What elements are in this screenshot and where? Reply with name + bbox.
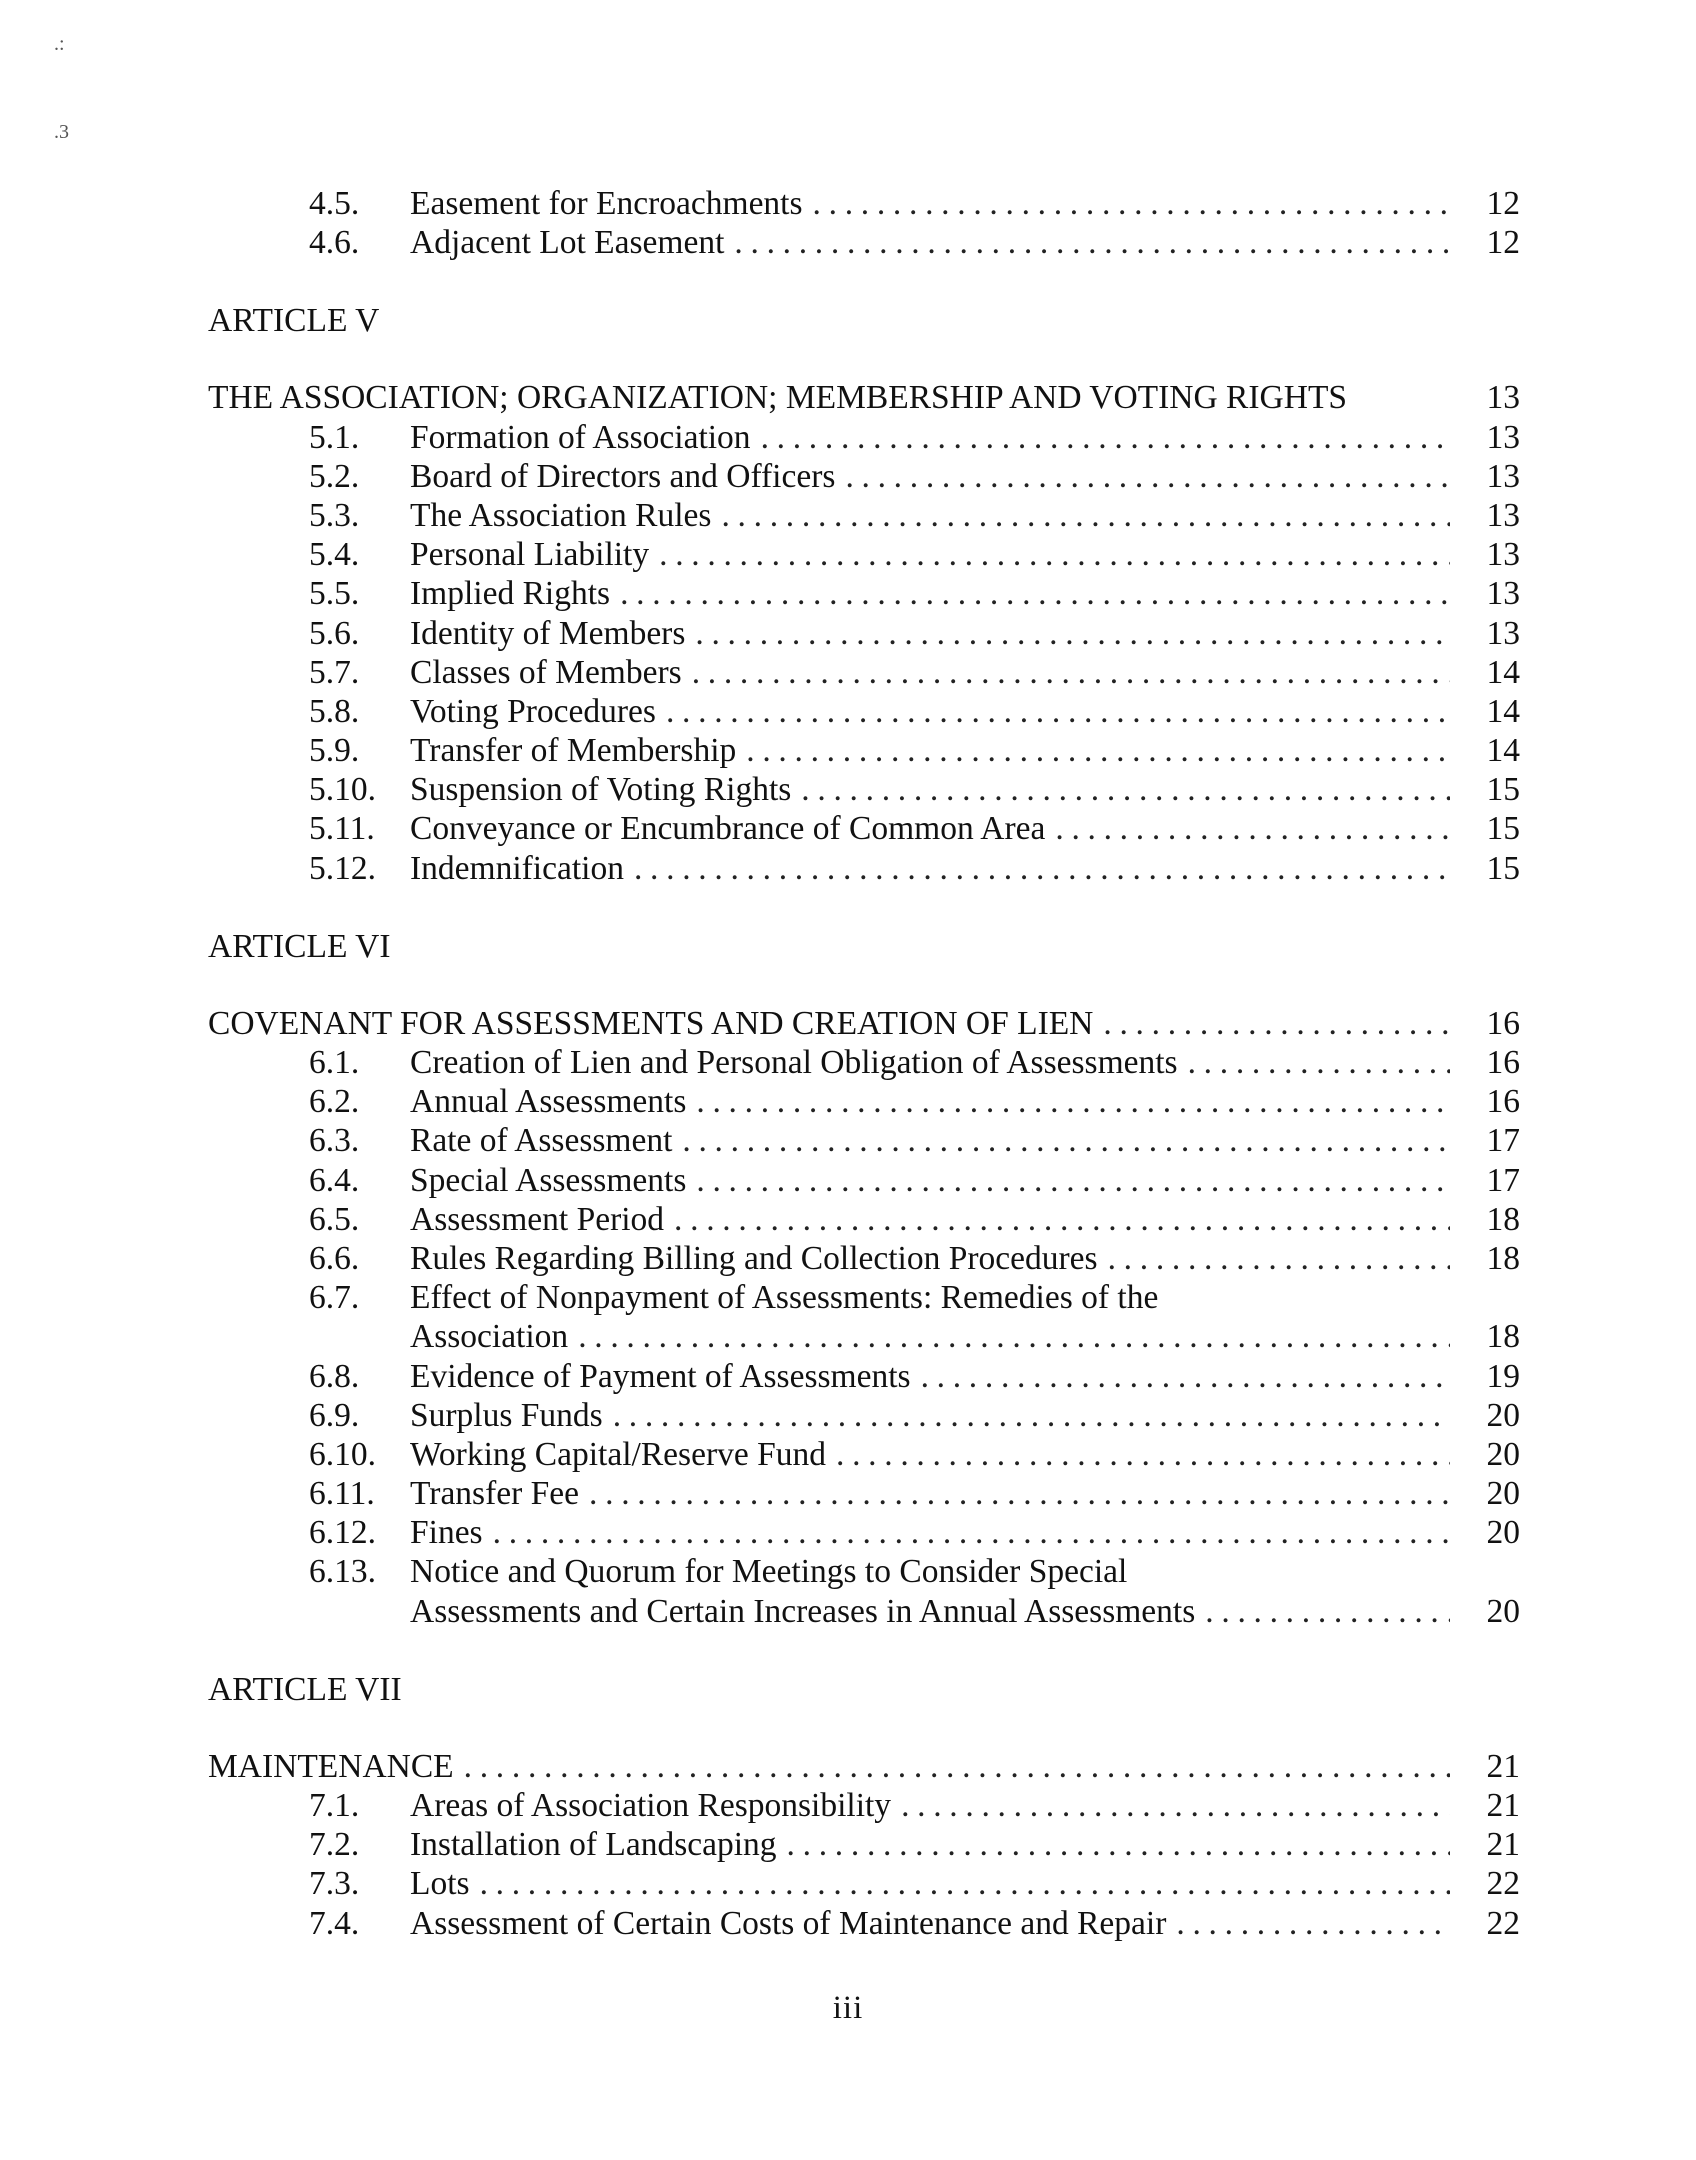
dot-leader (746, 731, 1450, 770)
toc-entry (208, 574, 1520, 613)
page-number: 17 (1486, 1161, 1520, 1199)
section-number: 5.11. (309, 810, 375, 848)
dot-leader (901, 1786, 1450, 1825)
toc-article-title (208, 1004, 1520, 1043)
section-title: Suspension of Voting Rights (410, 771, 792, 809)
page-number: 13 (1486, 379, 1520, 417)
dot-leader (695, 614, 1450, 653)
dot-leader (464, 1747, 1450, 1786)
toc-entry (208, 1474, 1520, 1513)
toc-entry (208, 1082, 1520, 1121)
section-number: 7.3. (309, 1865, 360, 1903)
section-number: 5.7. (309, 653, 360, 691)
dot-leader (787, 1825, 1450, 1864)
article-title: THE ASSOCIATION; ORGANIZATION; MEMBERSHIP AND VOTING RIGHTS (208, 379, 1348, 417)
dot-leader (578, 1317, 1450, 1356)
section-number: 6.8. (309, 1357, 360, 1395)
toc-entry (208, 1552, 1520, 1591)
toc-entry (208, 1121, 1520, 1160)
section-title-line: Effect of Nonpayment of Assessments: Remedies of the (410, 1279, 1159, 1317)
margin-marks (44, 22, 84, 152)
section-title: Voting Procedures (410, 692, 656, 730)
page-number: 13 (1486, 418, 1520, 456)
page-number: 13 (1486, 536, 1520, 574)
toc-entry (208, 418, 1520, 457)
section-number: 7.1. (309, 1787, 360, 1824)
margin-mark: .: (54, 33, 65, 55)
toc-entry (208, 1864, 1520, 1903)
section-number: 5.1. (309, 418, 360, 456)
section-number: 5.12. (309, 849, 376, 887)
page-number: 22 (1486, 1904, 1520, 1942)
article-title: MAINTENANCE (208, 1747, 454, 1785)
page-number: 18 (1486, 1239, 1520, 1277)
dot-leader (1188, 1043, 1450, 1082)
toc-entry (208, 731, 1520, 770)
section-number: 6.12. (309, 1514, 376, 1552)
dot-leader (1176, 1904, 1450, 1943)
dot-leader (634, 849, 1450, 888)
article-heading: ARTICLE V (208, 302, 380, 340)
page-number: 14 (1486, 653, 1520, 691)
section-number: 5.3. (309, 496, 360, 534)
section-number: 6.9. (309, 1396, 360, 1434)
page-number: 20 (1486, 1435, 1520, 1473)
section-title: Personal Liability (410, 536, 650, 574)
dot-leader (761, 418, 1450, 457)
page-number: 21 (1486, 1787, 1520, 1824)
page-number: 22 (1486, 1865, 1520, 1903)
dot-leader (589, 1474, 1450, 1513)
section-number: 6.7. (309, 1279, 360, 1317)
toc-entry-continuation (208, 1592, 1520, 1631)
section-title: Working Capital/Reserve Fund (410, 1435, 826, 1473)
section-number: 6.4. (309, 1161, 360, 1199)
section-number: 5.4. (309, 536, 360, 574)
page-number: 16 (1486, 1083, 1520, 1121)
dot-leader (682, 1121, 1450, 1160)
section-number: 5.10. (309, 771, 376, 809)
toc-entry (208, 1825, 1520, 1864)
section-number: 5.5. (309, 575, 360, 613)
dot-leader (692, 653, 1450, 692)
section-number: 6.2. (309, 1083, 360, 1121)
section-title: Rules Regarding Billing and Collection Procedures (410, 1239, 1098, 1277)
section-number: 6.1. (309, 1044, 360, 1081)
page-number: 17 (1486, 1122, 1520, 1160)
section-title: Areas of Association Responsibility (410, 1787, 892, 1824)
section-title: Conveyance or Encumbrance of Common Area (410, 810, 1046, 848)
toc-entry (208, 1239, 1520, 1278)
article-heading: ARTICLE VI (208, 927, 391, 965)
section-title: Adjacent Lot Easement (410, 224, 725, 262)
page-number: 20 (1486, 1514, 1520, 1552)
toc-entry (208, 496, 1520, 535)
section-number: 6.11. (309, 1475, 375, 1513)
toc-entry (208, 1513, 1520, 1552)
toc-entry (208, 184, 1520, 223)
section-number: 4.5. (309, 185, 360, 222)
toc-entry (208, 535, 1520, 574)
dot-leader (845, 457, 1450, 496)
toc-entry (208, 614, 1520, 653)
table-of-contents (208, 184, 1520, 1943)
dot-leader (659, 535, 1450, 574)
section-title: Implied Rights (410, 575, 611, 613)
toc-entry (208, 809, 1520, 848)
section-title-line: Notice and Quorum for Meetings to Consider Special (410, 1553, 1128, 1591)
toc-entry-continuation (208, 1317, 1520, 1356)
dot-leader (480, 1864, 1450, 1903)
section-title: Board of Directors and Officers (410, 457, 836, 495)
section-title: Classes of Members (410, 653, 682, 691)
section-number: 6.6. (309, 1239, 360, 1277)
section-number: 5.8. (309, 692, 360, 730)
dot-leader (813, 184, 1450, 223)
page-number: 13 (1486, 457, 1520, 495)
toc-entry (208, 1161, 1520, 1200)
page-number: 13 (1486, 575, 1520, 613)
dot-leader (836, 1435, 1450, 1474)
dot-leader (1055, 809, 1450, 848)
dot-leader (921, 1357, 1450, 1396)
toc-entry (208, 1357, 1520, 1396)
section-number: 7.2. (309, 1826, 360, 1864)
toc-entry (208, 849, 1520, 888)
section-title: Annual Assessments (410, 1083, 687, 1121)
page-number: 12 (1486, 224, 1520, 262)
dot-leader (674, 1200, 1450, 1239)
page-number: 15 (1486, 771, 1520, 809)
page-number: 13 (1486, 614, 1520, 652)
section-title: Creation of Lien and Personal Obligation of Assessments (410, 1044, 1178, 1081)
section-number: 4.6. (309, 224, 360, 262)
section-title: Surplus Funds (410, 1396, 603, 1434)
section-title: Association (410, 1318, 569, 1356)
section-title: Assessment of Certain Costs of Maintenance and Repair (410, 1904, 1167, 1942)
page-number: 12 (1486, 185, 1520, 222)
page-number: 20 (1486, 1396, 1520, 1434)
dot-leader (721, 496, 1450, 535)
section-number: 6.13. (309, 1553, 376, 1591)
toc-article-title (208, 378, 1520, 417)
page-number: 14 (1486, 732, 1520, 770)
toc-entry (208, 1904, 1520, 1943)
toc-entry (208, 1043, 1520, 1082)
toc-entry (208, 770, 1520, 809)
section-title: Transfer Fee (410, 1475, 580, 1513)
section-number: 6.5. (309, 1200, 360, 1238)
toc-entry (208, 692, 1520, 731)
toc-entry (208, 1435, 1520, 1474)
page-number: 16 (1486, 1004, 1520, 1042)
dot-leader (696, 1161, 1450, 1200)
toc-entry (208, 653, 1520, 692)
page-number: 14 (1486, 692, 1520, 730)
dot-leader (1108, 1239, 1450, 1278)
section-title: Special Assessments (410, 1161, 687, 1199)
section-title: Rate of Assessment (410, 1122, 673, 1160)
dot-leader (696, 1082, 1450, 1121)
toc-entry (208, 457, 1520, 496)
toc-article-title (208, 1747, 1520, 1786)
section-title: The Association Rules (410, 496, 712, 534)
page-number: 16 (1486, 1044, 1520, 1081)
section-number: 5.2. (309, 457, 360, 495)
page-number: 21 (1486, 1747, 1520, 1785)
dot-leader (620, 574, 1450, 613)
dot-leader (1205, 1592, 1450, 1631)
page-number: 18 (1486, 1318, 1520, 1356)
dot-leader (666, 692, 1450, 731)
dot-leader (801, 770, 1450, 809)
dot-leader (1103, 1004, 1450, 1043)
section-title: Formation of Association (410, 418, 751, 456)
section-number: 7.4. (309, 1904, 360, 1942)
page-footer-number: iii (832, 1990, 864, 2026)
dot-leader (734, 223, 1450, 262)
section-number: 5.6. (309, 614, 360, 652)
toc-entry (208, 1278, 1520, 1317)
section-title: Assessment Period (410, 1200, 665, 1238)
page-number: 15 (1486, 849, 1520, 887)
toc-entry (208, 1786, 1520, 1825)
margin-mark: .3 (54, 121, 69, 143)
page-number: 13 (1486, 496, 1520, 534)
page-number: 20 (1486, 1475, 1520, 1513)
section-title: Assessments and Certain Increases in Annual Assessments (410, 1592, 1196, 1630)
page-number: 15 (1486, 810, 1520, 848)
toc-entry (208, 223, 1520, 262)
toc-entry (208, 1200, 1520, 1239)
page-number: 18 (1486, 1200, 1520, 1238)
section-title: Transfer of Membership (410, 732, 737, 770)
page-number: 20 (1486, 1592, 1520, 1630)
section-title: Evidence of Payment of Assessments (410, 1357, 911, 1395)
article-heading: ARTICLE VII (208, 1670, 402, 1708)
dot-leader (493, 1513, 1450, 1552)
page-number: 21 (1486, 1826, 1520, 1864)
toc-entry (208, 1396, 1520, 1435)
section-number: 5.9. (309, 732, 360, 770)
section-title: Fines (410, 1514, 483, 1552)
section-number: 6.3. (309, 1122, 360, 1160)
page-number: 19 (1486, 1357, 1520, 1395)
section-title: Indemnification (410, 849, 624, 887)
section-title: Lots (410, 1865, 470, 1903)
section-title: Installation of Landscaping (410, 1826, 777, 1864)
article-title: COVENANT FOR ASSESSMENTS AND CREATION OF LIEN (208, 1004, 1094, 1042)
section-number: 6.10. (309, 1435, 376, 1473)
section-title: Easement for Encroachments (410, 185, 803, 222)
dot-leader (613, 1396, 1450, 1435)
section-title: Identity of Members (410, 614, 686, 652)
